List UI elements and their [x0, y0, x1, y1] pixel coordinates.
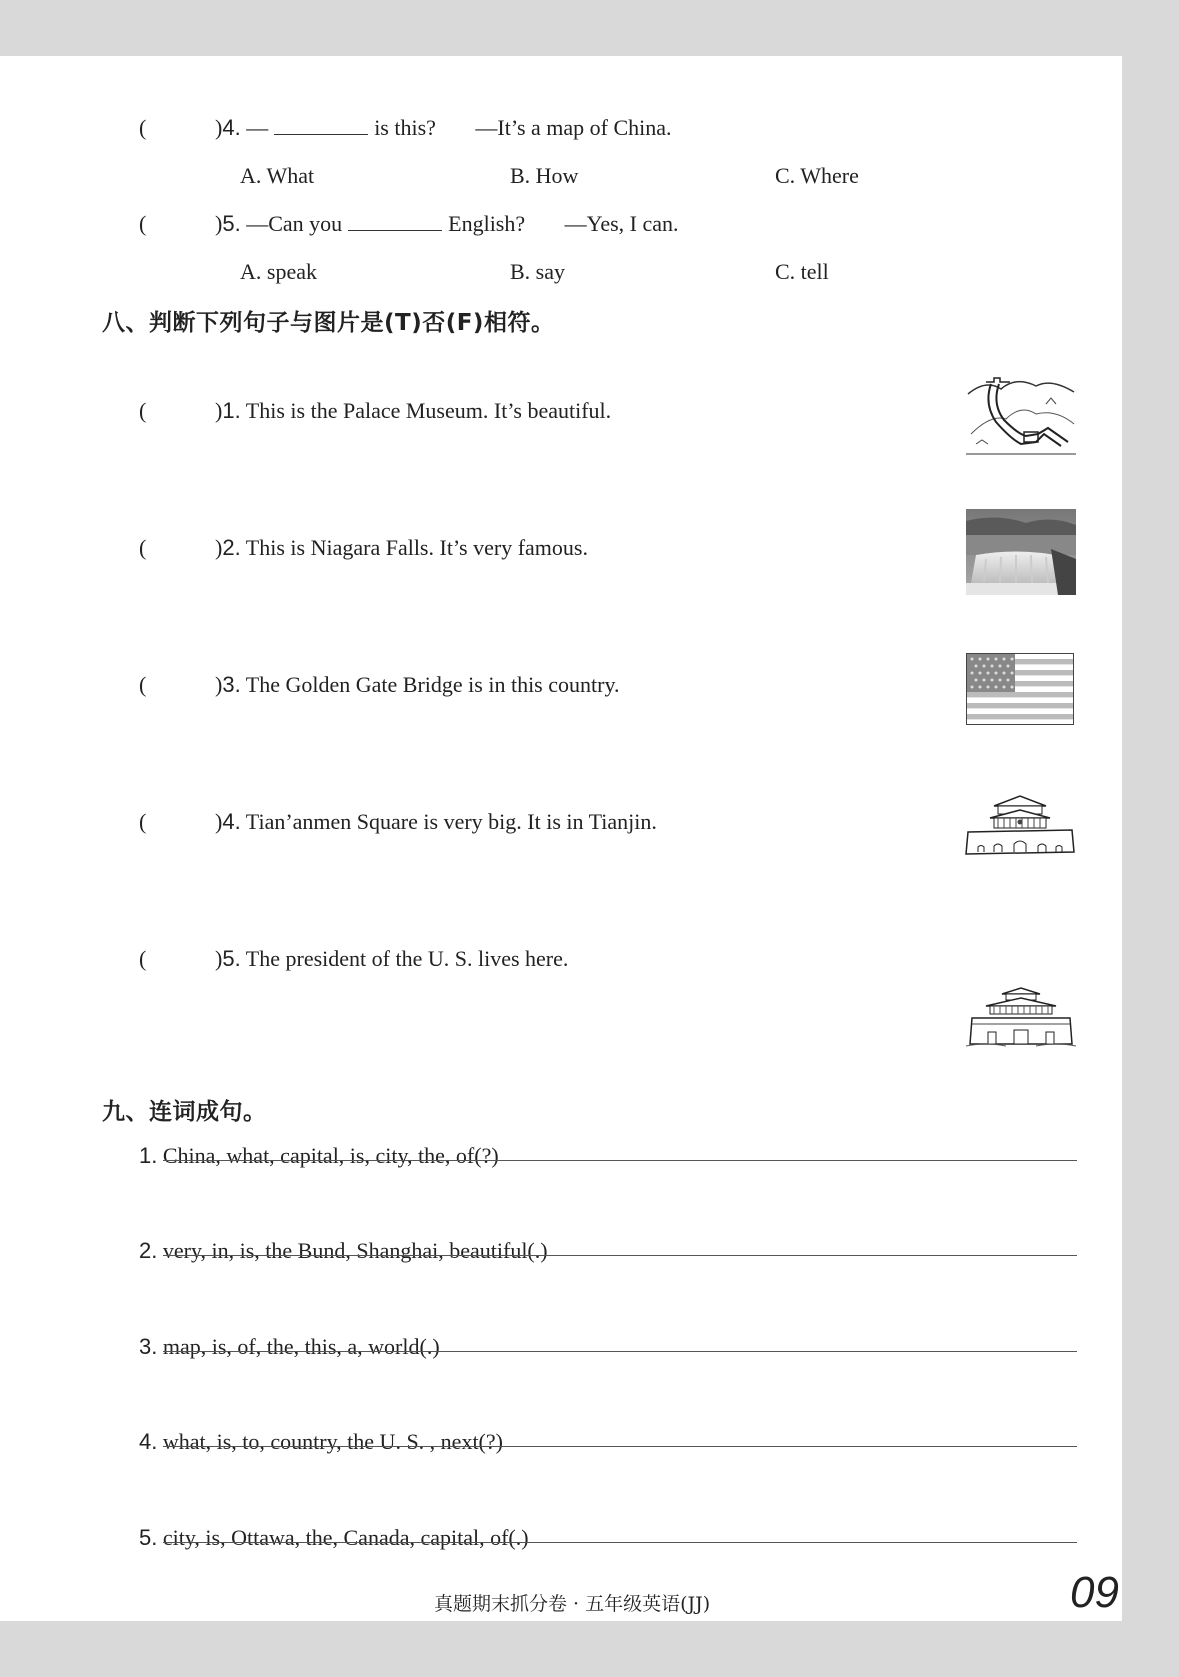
answer-line[interactable] — [163, 1351, 1077, 1352]
section-9-item-3: 3. map, is, of, the, this, a, world(.) — [139, 1334, 440, 1359]
section-9-item-4: 4. what, is, to, country, the U. S. , next(?) — [139, 1429, 503, 1454]
worksheet-page — [0, 56, 1122, 1621]
section-9-item-2: 2. very, in, is, the Bund, Shanghai, beautiful(.) — [139, 1238, 548, 1263]
section-8-item-3: ( )3. The Golden Gate Bridge is in this country. — [139, 672, 620, 697]
answer-line[interactable] — [163, 1255, 1077, 1256]
option-c: C. tell — [775, 259, 829, 284]
section-8-item-5: ( )5. The president of the U. S. lives here. — [139, 946, 569, 971]
answer-line[interactable] — [163, 1542, 1077, 1543]
section-8-item-2: ( )2. This is Niagara Falls. It’s very famous. — [139, 535, 588, 560]
answer-blank[interactable] — [274, 114, 368, 135]
page-number: 09 — [1070, 1568, 1119, 1617]
answer-line[interactable] — [163, 1446, 1077, 1447]
section-9-item-5: 5. city, is, Ottawa, the, Canada, capital, of(.) — [139, 1525, 529, 1550]
answer-blank[interactable] — [348, 210, 442, 231]
palace-icon — [966, 986, 1076, 1048]
option-b: B. How — [510, 163, 579, 188]
waterfall-photo — [966, 509, 1076, 595]
option-a: A. speak — [240, 259, 317, 284]
answer-line[interactable] — [163, 1160, 1077, 1161]
great-wall-icon — [966, 374, 1076, 456]
question-7-4: ( )4. — is this? —It’s a map of China. — [139, 115, 672, 140]
us-flag-icon — [966, 653, 1074, 725]
section-8-title: 八、判断下列句子与图片是(T)否(F)相符。 — [102, 310, 555, 336]
option-b: B. say — [510, 259, 565, 284]
section-9-title: 九、连词成句。 — [102, 1099, 267, 1125]
question-7-5: ( )5. —Can you English? —Yes, I can. — [139, 211, 679, 236]
section-8-item-4: ( )4. Tian’anmen Square is very big. It is in Tianjin. — [139, 809, 657, 834]
section-8-item-1: ( )1. This is the Palace Museum. It’s beautiful. — [139, 398, 612, 423]
option-a: A. What — [240, 163, 315, 188]
option-c: C. Where — [775, 163, 859, 188]
section-9-item-1: 1. China, what, capital, is, city, the, of(?) — [139, 1143, 499, 1168]
tiananmen-icon — [964, 792, 1076, 856]
footer-title: 真题期末抓分卷 · 五年级英语(JJ) — [434, 1593, 711, 1615]
